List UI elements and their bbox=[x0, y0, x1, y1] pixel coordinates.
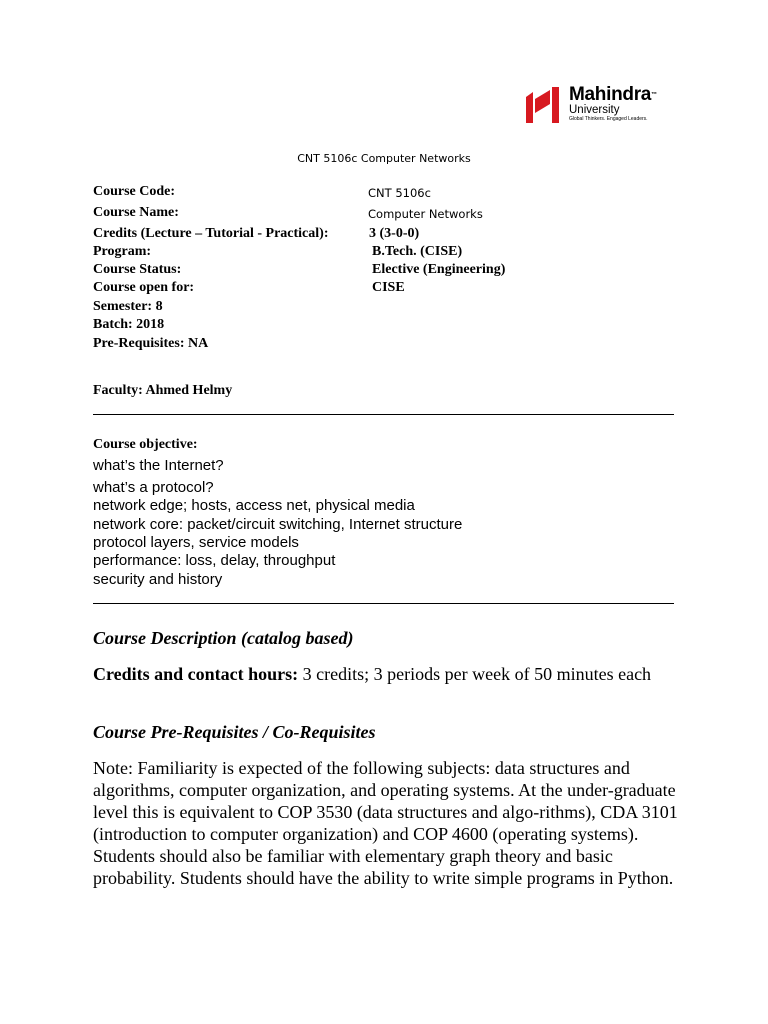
course-open-value: CISE bbox=[372, 280, 405, 295]
document-title: CNT 5106c Computer Networks bbox=[297, 152, 471, 165]
credits-label: Credits (Lecture – Tutorial - Practical): bbox=[93, 226, 329, 241]
divider-line bbox=[93, 414, 674, 415]
prerequisites-note: Note: Familiarity is expected of the following subjects: data structures and algorithms, computer organization, and operating systems. At the under-graduate level this is equivalent to COP 3530 (data structures and algo-rithms), CDA 3101 (introduction to computer organization) and COP 4600 (operating systems). Students should also be familiar with elementary graph theory and basic probability. Students should have the ability to write simple programs in Python. bbox=[93, 758, 678, 888]
course-code-label: Course Code: bbox=[93, 184, 176, 199]
divider-line bbox=[93, 603, 674, 604]
course-description-heading: Course Description (catalog based) bbox=[93, 628, 354, 648]
course-name-label: Course Name: bbox=[93, 205, 179, 220]
mahindra-logo-icon bbox=[526, 87, 562, 123]
prerequisites-heading: Course Pre-Requisites / Co-Requisites bbox=[93, 722, 376, 742]
prerequisites-line: Pre-Requisites: NA bbox=[93, 336, 209, 351]
semester-line: Semester: 8 bbox=[93, 299, 163, 314]
logo-wordmark: Mahindra™ bbox=[569, 84, 657, 105]
objective-item: performance: loss, delay, throughput bbox=[93, 552, 336, 569]
course-open-label: Course open for: bbox=[93, 280, 195, 295]
course-status-label: Course Status: bbox=[93, 262, 182, 277]
course-name-value: Computer Networks bbox=[368, 207, 483, 221]
program-value: B.Tech. (CISE) bbox=[372, 244, 463, 259]
logo-subtitle: University bbox=[569, 104, 620, 116]
objective-item: what’s the Internet? bbox=[93, 457, 224, 474]
course-objective-label: Course objective: bbox=[93, 437, 198, 452]
objective-item: security and history bbox=[93, 571, 223, 588]
program-label: Program: bbox=[93, 244, 152, 259]
credits-contact-lead: Credits and contact hours: bbox=[93, 664, 299, 684]
objective-item: protocol layers, service models bbox=[93, 534, 299, 551]
course-status-value: Elective (Engineering) bbox=[372, 262, 506, 277]
credits-contact-paragraph bbox=[93, 663, 678, 685]
objective-item: network core: packet/circuit switching, Internet structure bbox=[93, 516, 463, 533]
faculty-line: Faculty: Ahmed Helmy bbox=[93, 383, 233, 398]
logo-tagline: Global Thinkers. Engaged Leaders. bbox=[569, 116, 648, 122]
credits-value: 3 (3-0-0) bbox=[369, 226, 420, 241]
credits-contact-text: 3 credits; 3 periods per week of 50 minutes each bbox=[298, 664, 652, 684]
objective-item: what’s a protocol? bbox=[93, 479, 214, 496]
objective-item: network edge; hosts, access net, physical media bbox=[93, 497, 415, 514]
course-code-value: CNT 5106c bbox=[368, 186, 431, 200]
batch-line: Batch: 2018 bbox=[93, 317, 165, 332]
university-logo bbox=[526, 84, 686, 126]
